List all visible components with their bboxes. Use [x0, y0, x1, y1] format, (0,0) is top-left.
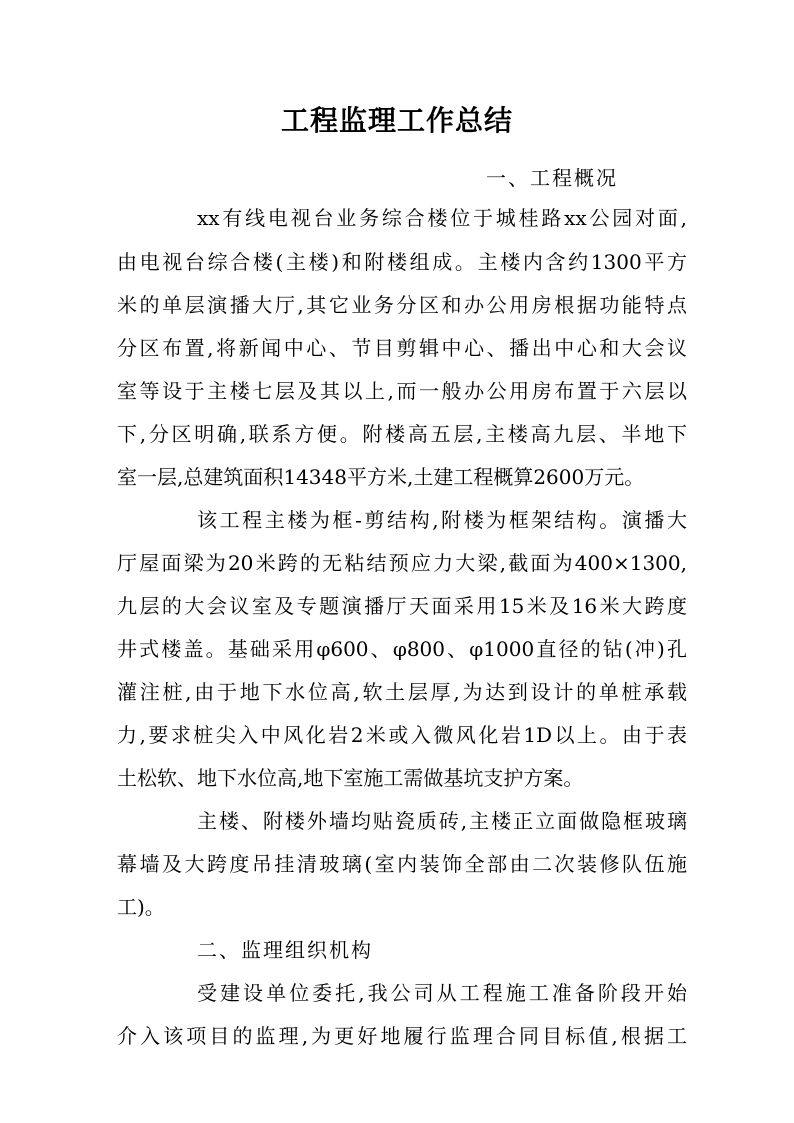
- paragraph-line: 幕墙及大跨度吊挂清玻璃(室内装饰全部由二次装修队伍施: [117, 852, 687, 876]
- paragraph-line: 室等设于主楼七层及其以上,而一般办公用房布置于六层以: [117, 379, 687, 403]
- paragraph-line: 主楼、附楼外墙均贴瓷质砖,主楼正立面做隐框玻璃: [197, 809, 687, 833]
- paragraph-line: xx有线电视台业务综合楼位于城桂路xx公园对面,: [197, 206, 687, 230]
- paragraph-line: 井式楼盖。基础采用φ600、φ800、φ1000直径的钻(冲)孔: [117, 637, 687, 661]
- section-heading-project-overview: 一、工程概况: [486, 166, 618, 190]
- document-title: 工程监理工作总结: [280, 104, 513, 137]
- paragraph-line: 分区布置,将新闻中心、节目剪辑中心、播出中心和大会议: [117, 336, 687, 360]
- paragraph-line: 受建设单位委托,我公司从工程施工准备阶段开始: [197, 981, 687, 1005]
- paragraph-line: 灌注桩,由于地下水位高,软土层厚,为达到设计的单桩承载: [117, 680, 687, 704]
- paragraph-line: 米的单层演播大厅,其它业务分区和办公用房根据功能特点: [117, 293, 687, 317]
- paragraph-line: 室一层,总建筑面积14348平方米,土建工程概算2600万元。: [117, 465, 645, 489]
- paragraph-line: 该工程主楼为框-剪结构,附楼为框架结构。演播大: [197, 508, 687, 532]
- paragraph-line: 力,要求桩尖入中风化岩2米或入微风化岩1D以上。由于表: [117, 723, 687, 747]
- paragraph-line: 介入该项目的监理,为更好地履行监理合同目标值,根据工: [117, 1024, 687, 1048]
- paragraph-line: 由电视台综合楼(主楼)和附楼组成。主楼内含约1300平方: [117, 250, 687, 274]
- paragraph-line: 厅屋面梁为20米跨的无粘结预应力大梁,截面为400×1300,: [117, 551, 687, 575]
- paragraph-line: 工)。: [117, 895, 165, 919]
- paragraph-line: 九层的大会议室及专题演播厅天面采用15米及16米大跨度: [117, 594, 687, 618]
- paragraph-line: 下,分区明确,联系方便。附楼高五层,主楼高九层、半地下: [117, 422, 687, 446]
- paragraph-line: 土松软、地下水位高,地下室施工需做基坑支护方案。: [117, 766, 584, 790]
- section-heading-supervision-organization: 二、监理组织机构: [197, 938, 373, 962]
